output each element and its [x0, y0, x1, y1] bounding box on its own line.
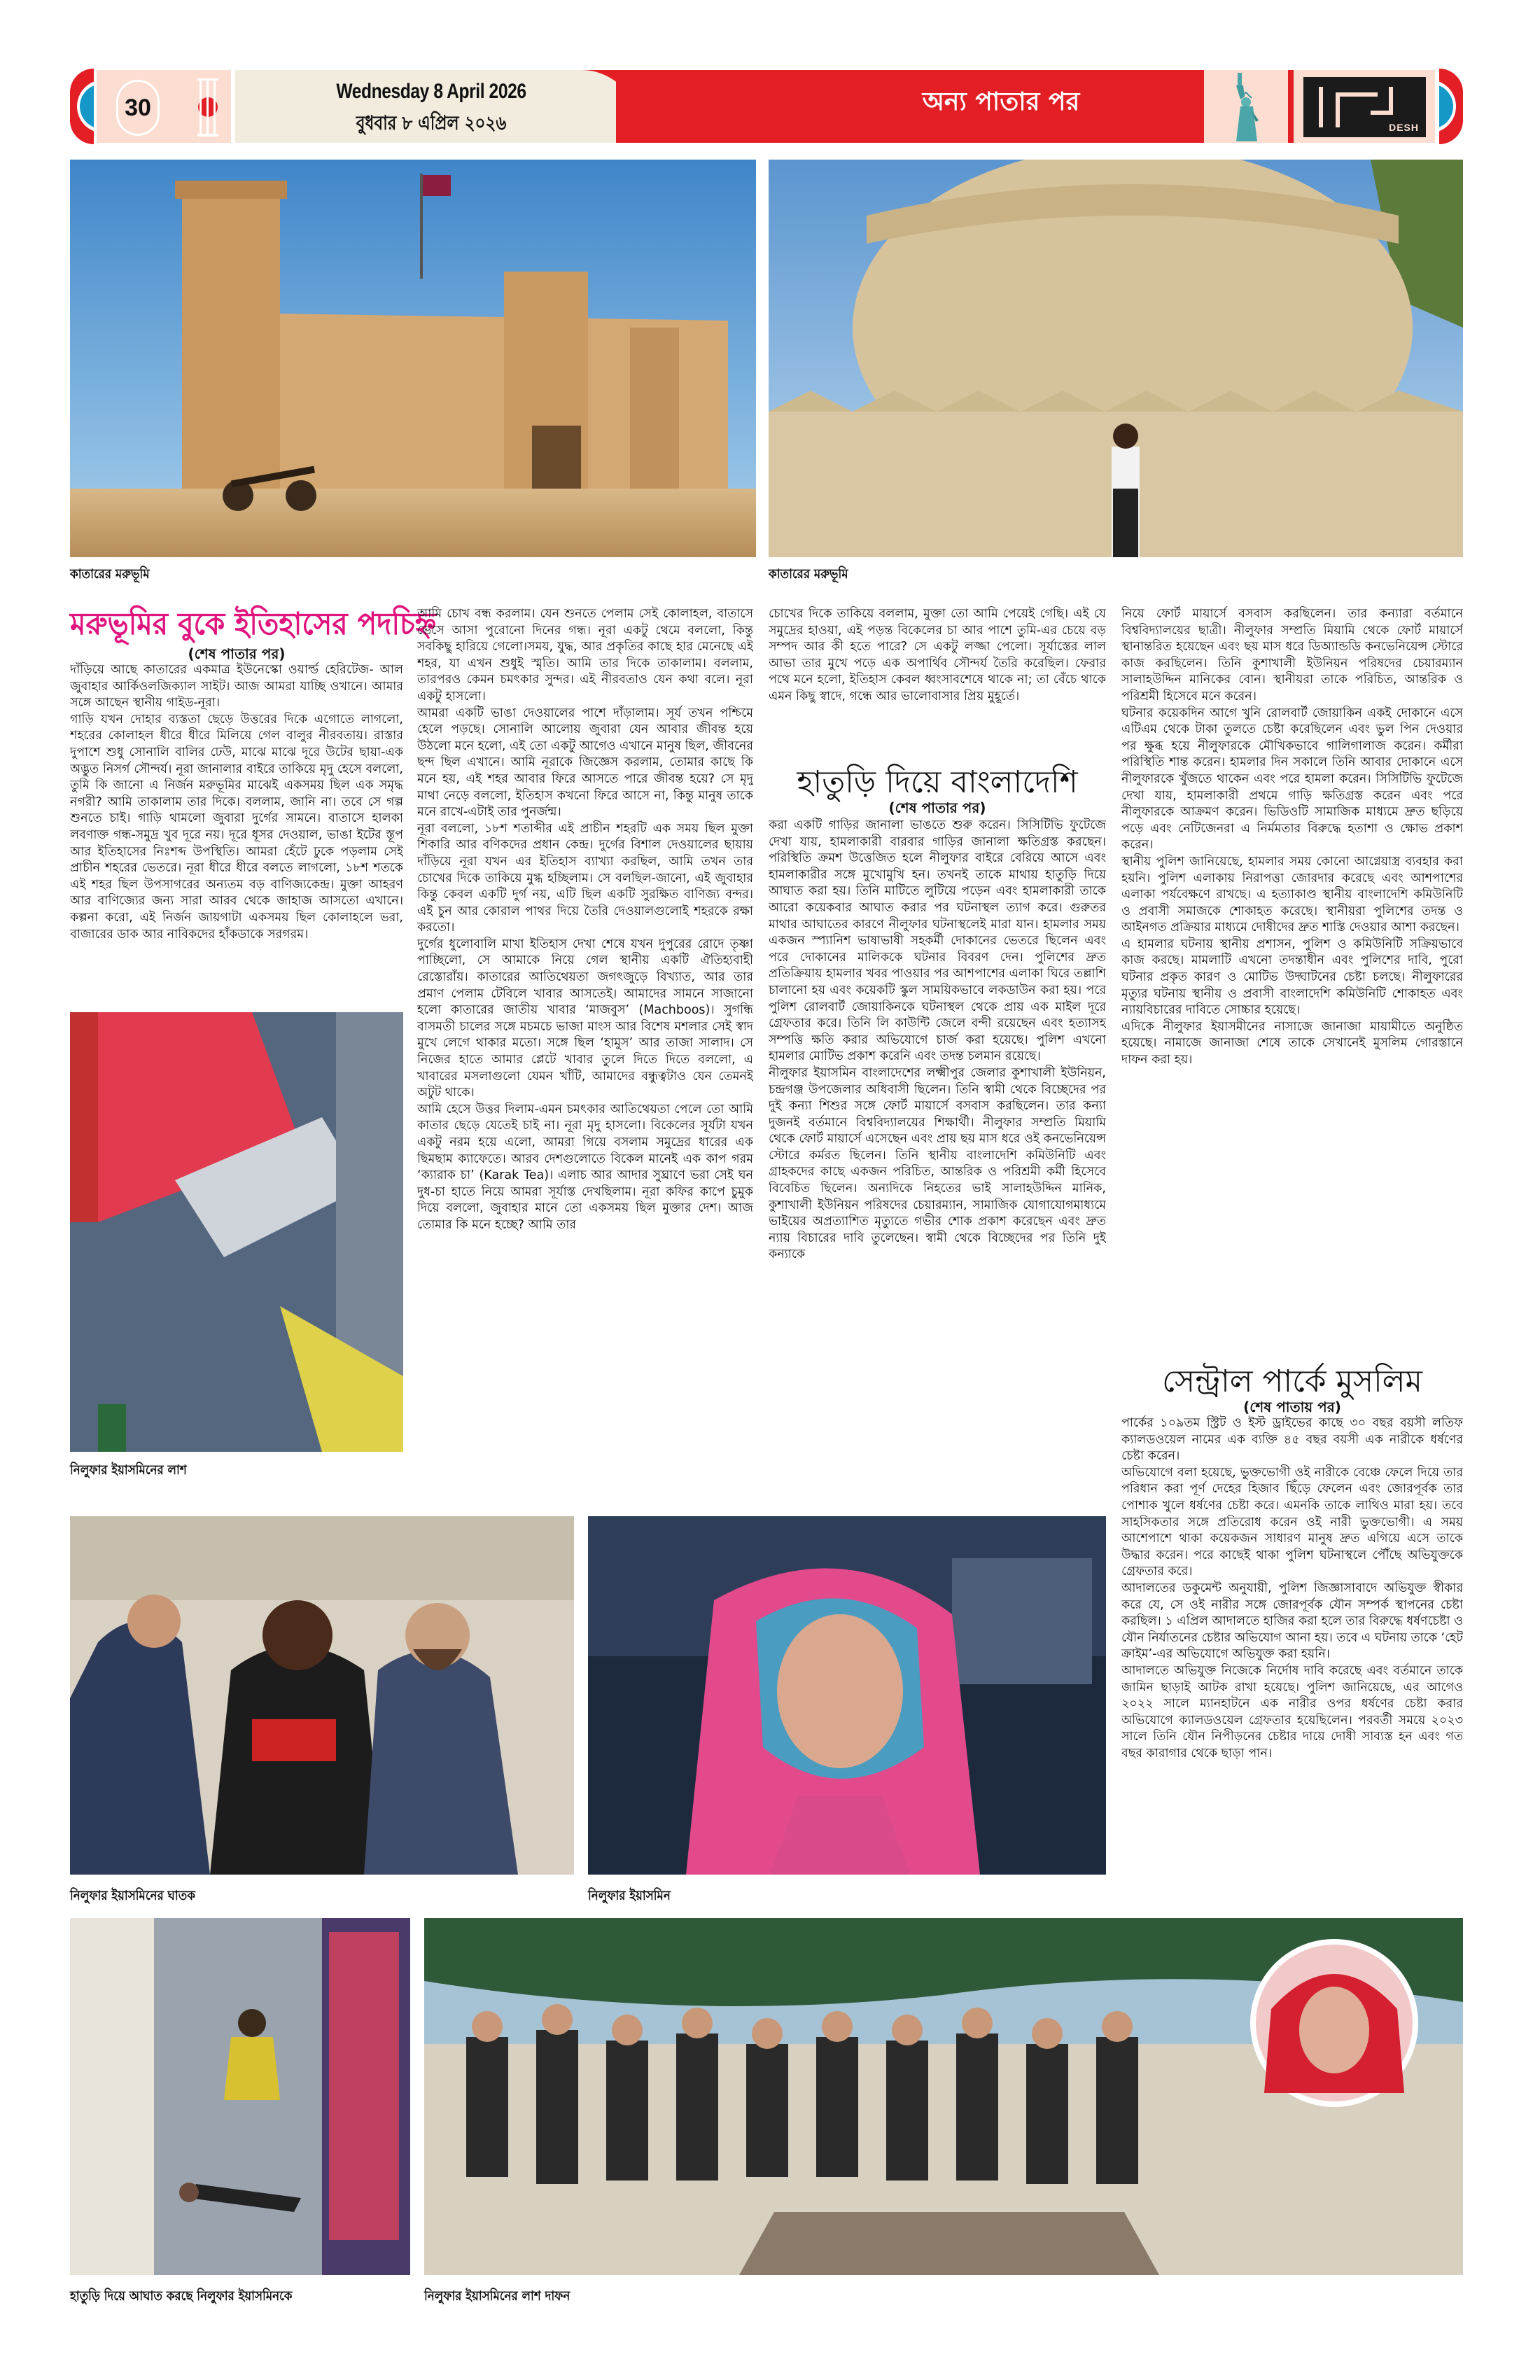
paragraph: নিয়ে ফোর্ট মায়ার্সে বসবাস করছিলেন। তার কন্যারা বর্তমানে বিশ্ববিদ্যালয়ের ছাত্রী। নীলুফার সম্প্রতি মিয়ামি থেকে ফোর্ট মায়ার্সে স্থানান্তরিত হয়েছেন এবং ছয় মাস ধরে ডিঅ্যান্ডডি কনভেনিয়েন্স স্টোরে কাজ করছিলেন। তিনি কুশাখালী ইউনিয়ন পরিষদের চেয়ারম্যান সালাহউদ্দিন মানিকের বোন। স্থানীয়রা তাকে পরিচিত, আন্তরিক ও পরিশ্রমী হিসেবে মনে করেন। [1121, 607, 1463, 704]
article2-continued: (শেষ পাতার পর) [888, 799, 986, 816]
logo-text: DESH [1389, 122, 1419, 133]
paragraph: এদিকে নীলুফার ইয়াসমীনের নাসাজে জানাজা মায়ামীতে অনুষ্ঠিত হয়েছে। নামাজে জানাজা শেষে তাকে সেখানেই মুসলিম গোরস্তানে দাফন করা হয়। [1121, 1019, 1463, 1068]
photo-caption: হাতুড়ি দিয়ে আঘাত করছে নিলুফার ইয়াসমিনকে [70, 2288, 293, 2304]
header-left-cap [70, 69, 94, 144]
paragraph: আদালতে অভিযুক্ত নিজেকে নির্দোষ দাবি করেছে এবং বর্তমানে তাকে জামিন ছাড়াই আটক রাখা হয়েছে। পুলিশ জানিয়েছে, এর আগেও ২০২২ সালে ম্যানহাটনে এক নারীর ওপর ধর্ষণের চেষ্টা করার অভিযোগে ক্যালডওয়েল গ্রেফতার হয়েছিলেন। পরবর্তী সময়ে ২০২৩ সালে তিনি যৌন নিপীড়নের চেষ্টার দায়ে দোষী সাব্যস্ত হন এবং গত বছর কারাগার থেকে ছাড়া পান। [1121, 1663, 1463, 1760]
article3-column-4 [1121, 1415, 1463, 1889]
date-english: Wednesday 8 April 2026 [336, 80, 526, 103]
photo-attack-cctv [70, 1918, 410, 2275]
article2-column-3 [769, 818, 1106, 1478]
paragraph: দাঁড়িয়ে আছে কাতারের একমাত্র ইউনেস্কো ওয়ার্ল্ড হেরিটেজ- আল জুবাহার আর্কিওলজিক্যাল সাইট। আজ আমরা যাচ্ছি ওখানে। আমার সঙ্গে আছেন স্থানীয় গাইড-নূরা। [70, 663, 403, 710]
photo-qatar-fort-right [769, 160, 1463, 557]
paragraph: এ হামলার ঘটনায় স্থানীয় প্রশাসন, পুলিশ ও কমিউনিটি সক্রিয়ভাবে কাজ করছে। মামলাটি এখনো তদন্তাধীন এবং পুলিশের দাবি, পুরো ঘটনার প্রকৃত কারণ ও মোটিভ উদ্ঘাটনের চেষ্টা চলছে। নীলুফারের মৃত্যুর ঘটনায় স্থানীয় ও প্রবাসী বাংলাদেশি কমিউনিটি শোকাহত এবং ন্যায়বিচারের দাবিতে সোচ্চার হয়েছে। [1121, 937, 1463, 1018]
header-right-cap [1439, 69, 1463, 144]
paragraph: ঘটনার কয়েকদিন আগে খুনি রোলবার্ট জোয়াকিন একই দোকানে এসে এটিএম থেকে টাকা তুলতে চেষ্টা করেছিলেন এবং ভুল পিন দেওয়ার পর ক্ষুব্ধ হয়ে নীলুফারকে মৌখিকভাবে গালিগালাজ করেন। কর্মীরা পরিস্থিতি শান্ত করেন। হামলার দিন সকালে তিনি আবার দোকানে এসে নীলুফারকে খুঁজতে থাকেন এবং পরে হামলা করেন। সিসিটিভি ফুটেজে দেখা যায়, হামলাকারী প্রথমে গাড়ি ক্ষতিগ্রস্ত করেন এবং পরে নীলুফারকে আক্রমণ করেন। ভিডিওটি সামাজিক মাধ্যমে দ্রুত ছড়িয়ে পড়ে এবং নেটিজেনরা এ নির্মমতার বিরুদ্ধে হতাশা ও ক্ষোভ প্রকাশ করেন। [1121, 706, 1463, 853]
desh-logo [1303, 77, 1426, 137]
photo-caption: কাতারের মরুভূমি [769, 566, 848, 582]
photo-portrait [588, 1516, 1106, 1875]
photo-caption: কাতারের মরুভূমি [70, 566, 150, 582]
photo-caption: নিলুফার ইয়াসমিনের ঘাতক [70, 1888, 195, 1903]
article1-column-3 [769, 606, 1106, 724]
photo-caption: নিলুফার ইয়াসমিনের লাশ [70, 1462, 187, 1478]
paragraph: আমি হেসে উত্তর দিলাম-এমন চমৎকার আতিথেয়তা পেলে তো আমি কাতার ছেড়ে যেতেই চাই না। নূরা মৃদু হাসলো। বিকেলের সূর্যটা যখন একটু নরম হয়ে এলো, আমরা গিয়ে বসলাম সমুদ্রের ধারের এক ছিমছাম ক্যাফেতে। আরব দেশগুলোতে বিকেল মানেই এক কাপ গরম ‘ক্যারাক চা’ (Karak Tea)। এলাচ আর আদার সুঘ্রাণে ভরা সেই ঘন দুধ-চা হাতে নিয়ে আমরা সূর্যাস্ত দেখছিলাম। নূরা কফির কাপে চুমুক দিয়ে বললো, জুবাহার মানে তো একসময় ছিল মুক্তার দেশ। আজ তোমার কি মনে হচ্ছে? আমি তার [417, 1102, 753, 1232]
bangladesh-flag-pole-icon [197, 76, 218, 139]
photo-burial [424, 1918, 1463, 2275]
photo-caption: নিলুফার ইয়াসমিন [588, 1888, 671, 1903]
paragraph: স্থানীয় পুলিশ জানিয়েছে, হামলার সময় কোনো আগ্নেয়াস্ত্র ব্যবহার করা হয়নি। পুলিশ এলাকায় নিরাপত্তা জোরদার করেছে এবং আশপাশের এলাকা পর্যবেক্ষণে রাখছে। এ হত্যাকাণ্ড স্থানীয় বাংলাদেশি কমিউনিটি ও প্রবাসী সমাজকে শোকাহত করেছে। স্থানীয়রা পুলিশের তদন্ত ও আইনগত প্রক্রিয়ার মাধ্যমে দোষীদের দ্রুত শাস্তি দেওয়ার আশা করছেন। [1121, 854, 1463, 935]
paragraph: আমরা একটি ভাঙা দেওয়ালের পাশে দাঁড়ালাম। সূর্য তখন পশ্চিমে হেলে পড়ছে। সোনালি আলোয় জুবারা যেন আবার জীবন্ত হয়ে উঠলো মনে হলো, এই তো একটু আগেও এখানে মানুষ ছিল, জীবনের ছন্দ ছিল এখানে। আমি নূরাকে জিজ্ঞেস করলাম, তোমার কাছে কি মনে হয়, এই শহর আবার ফিরে আসতে পারে জীবন্ত হয়ে? সে মৃদু মাথা নেড়ে বললো, ইতিহাস কখনো ফিরে আসে না, কিন্তু মানুষ তাকে মনে রাখে-এটাই তার পুনর্জন্ম। [417, 706, 753, 820]
article2-column-4 [1121, 606, 1463, 1351]
paragraph: করা একটি গাড়ির জানালা ভাঙতে শুরু করেন। সিসিটিভি ফুটেজে দেখা যায়, হামলাকারী বারবার গাড়ির জানালা ক্ষতিগ্রস্ত করছেন। পরিস্থিতি ক্রমশ উত্তেজিত হলে নীলুফার বাইরে বেরিয়ে আসে এবং হামলাকারীর সঙ্গে মুখোমুখি হন। তখনই তাকে মাথায় হাতুড়ি দিয়ে আঘাত করা হয়। তিনি মাটিতে লুটিয়ে পড়েন এবং হামলাকারী তাকে আরো কয়েকবার আঘাত করার পর ঘটনাস্থল ত্যাগ করে। গুরুতর মাথার আঘাতের কারণে নীলুফার ঘটনাস্থলেই মারা যান। হামলার সময় একজন স্প্যানিশ ভাষাভাষী সহকর্মী দোকানের ভেতরে ছিলেন এবং পরে দোকানের মালিককে ঘটনার বিবরণ দেন। পুলিশের দ্রুত প্রতিক্রিয়ায় হামলার খবর পাওয়ার পর আশপাশের এলাকা ঘিরে তল্লাশি চালানো হয় এবং কয়েকটি স্কুল সাময়িকভাবে লকডাউন করা হয়। পরে পুলিশ রোলবার্ট জোয়াকিনকে ঘটনাস্থল থেকে প্রায় এক মাইল দূরে গ্রেফতার করে। তিনি লি কাউন্টি জেলে বন্দী রয়েছেন এবং হত্যাসহ সম্পত্তি ক্ষতি করার অভিযোগে চার্জ করা হয়েছে। পুলিশ এখনো হামলার মোটিভ প্রকাশ করেনি এবং তদন্ত চলমান রয়েছে। [769, 818, 1106, 1064]
section-band-curve [518, 70, 700, 143]
photo-qatar-fort-left [70, 160, 756, 557]
section-title: অন্য পাতার পর [922, 88, 1080, 116]
paragraph: আমি চোখ বন্ধ করলাম। যেন শুনতে পেলাম সেই কোলাহল, বাতাসে ভেসে আসা পুরোনো দিনের গন্ধ। নূরা একটু থেমে বললো, কিন্তু সবকিছু হারিয়ে গেলো।সময়, যুদ্ধ, আর প্রকৃতির কাছে হার মেনেছে এই শহর, যা এখন শুধুই স্মৃতি। আমি তার দিকে তাকালাম। বললাম, তারপরও কেমন চমৎকার সুন্দর। এই নীরবতাও যেন কথা বলে। নূরা একটু হাসলো। [417, 607, 753, 704]
photo-caption: নিলুফার ইয়াসমিনের লাশ দাফন [424, 2288, 570, 2304]
article1-continued: (শেষ পাতার পর) [188, 645, 286, 662]
article1-column-2 [417, 606, 753, 1464]
paragraph: অভিযোগে বলা হয়েছে, ভুক্তভোগী ওই নারীকে বেঞ্চে ফেলে দিয়ে তার পরিধান করা পূর্ণ দেহের হিজাব ছিঁড়ে ফেলেন এবং জোরপূর্বক তার পোশাক খুলে ধর্ষণের চেষ্টা করে। এমনকি তাকে লাথিও মারা হয়। তবে সাহসিকতার সঙ্গে প্রতিরোধ করেন ওই নারী ভুক্তভোগী। এ সময় আশেপাশে থাকা কয়েকজন সাধারণ মানুষ দ্রুত এগিয়ে এসে তাকে উদ্ধার করেন। পরে কাছেই থাকা পুলিশ ঘটনাস্থলে পৌঁছে অভিযুক্তকে গ্রেফতার করে। [1121, 1465, 1463, 1579]
paragraph: চোখের দিকে তাকিয়ে বললাম, মুক্তা তো আমি পেয়েই গেছি। এই যে সমুদ্রের হাওয়া, এই পড়ন্ত বিকেলের চা আর পাশে তুমি-এর চেয়ে বড় সম্পদ আর কী হতে পারে? সে একটু লজ্জা পেলো। সূর্যাস্তের লাল আভা তার মুখে পড়ে এক অপার্থিব সৌন্দর্য তৈরি করেছিল। ফেরার পথে মনে হলো, ইতিহাস কেবল ধ্বংসাবশেষে থাকে না; তা বেঁচে থাকে এমন কিছু স্বাদে, গন্ধে আর ভালোবাসার প্রিয় মুহূর্তে। [769, 607, 1106, 704]
date-bangla: বুধবার ৮ এপ্রিল ২০২৬ [356, 111, 507, 134]
article1-column-1 [70, 662, 403, 1005]
article2-headline: হাতুড়ি দিয়ে বাংলাদেশি [797, 764, 1078, 800]
photo-arrest [70, 1516, 574, 1875]
page-number: 30 [116, 80, 160, 136]
article3-headline: সেন্ট্রাল পার্কে মুসলিম [1162, 1364, 1422, 1399]
statue-of-liberty-icon [1225, 71, 1267, 141]
paragraph: দুর্গের ধুলোবালি মাখা ইতিহাস দেখা শেষে যখন দুপুরের রোদে তৃষ্ণা পাচ্ছিলো, সে আমাকে নিয়ে গেল স্থানীয় একটি ঐতিহ্যবাহী রেস্তোরাঁয়। কাতারের আতিথেয়তা জগৎজুড়ে বিখ্যাত, আর তার প্রমাণ পেলাম টেবিলে খাবার আসতেই। আমাদের সামনে সাজানো হলো কাতারের জাতীয় খাবার ‘মাজবুস’ (Machboos)। সুগন্ধি বাসমতী চালের সঙ্গে মচমচে ভাজা মাংস আর বিশেষ মশলার সেই স্বাদ মুখে লেগে থাকার মতো। সঙ্গে ছিল ‘হামুস’ আর তাজা সালাদ। সে নিজের হাতে আমার প্লেটে খাবার তুলে দিতে দিতে বললো, এ খাবারের মসলাগুলো যেমন খাঁটি, আমাদের বন্ধুত্বটাও যেন তেমনই অটুট থাকে। [417, 937, 753, 1100]
paragraph: গাড়ি যখন দোহার ব্যস্ততা ছেড়ে উত্তরের দিকে এগোতে লাগলো, শহরের কোলাহল ধীরে ধীরে মিলিয়ে গেল বালুর নীরবতায়। রাস্তার দুপাশে শুধু সোনালি বালির ঢেউ, মাঝে মাঝে দূরে উটের ছায়া-এক অদ্ভুত নিসর্গ সৌন্দর্য। নূরা জানালার বাইরে তাকিয়ে মৃদু হেসে বললো, তুমি কি জানো এ নির্জন মরুভূমির মাঝেই একসময় ছিল এক সমৃদ্ধ নগরী? আমি তাকালাম তার দিকে। বললাম, জানি না। তবে সে গল্প শুনতে চাই। গাড়ি থামলো জুবারা দুর্গের সামনে। বাতাসে হালকা লবণাক্ত গন্ধ-সমুদ্র খুব দূরে নয়। দূরে ধূসর দেওয়াল, ভাঙা ইটের স্তূপ আর ইতিহাসের নিঃশব্দ উপস্থিতি। আমরা হেঁটে ঢুকে পড়লাম সেই প্রাচীন শহরের ভেতরে। নূরা ধীরে ধীরে বলতে লাগলো, ১৮শ শতকে এই শহর ছিল উপসাগরের অন্যতম বড় বাণিজ্যকেন্দ্র। মুক্তা আহরণ আর বাণিজ্যের জন্য সারা আরব থেকে জাহাজ আসতো এখানে। কল্পনা করো, এই নির্জন জায়গাটা একসময় ছিল কোলাহলে ভরা, বাজারের ডাক আর নাবিকদের হাঁকডাকে সরগরম। [70, 712, 403, 941]
paragraph: নীলুফার ইয়াসমিন বাংলাদেশের লক্ষ্মীপুর জেলার কুশাখালী ইউনিয়ন, চন্দ্রগঞ্জ উপজেলার অধিবাসী ছিলেন। তিনি স্বামী থেকে বিচ্ছেদের পর দুই কন্যা শিশুর সঙ্গে ফোর্ট মায়ার্সে বসবাস করছিলেন। তার কন্যা দুজনই বর্তমানে বিশ্ববিদ্যালয়ের শিক্ষার্থী। নীলুফার সম্প্রতি মিয়ামি থেকে ফোর্ট মায়ার্সে এসেছেন এবং প্রায় ছয় মাস ধরে ওই কনভেনিয়েন্স স্টোরে কর্মরত ছিলেন। তিনি স্থানীয় বাংলাদেশি কমিউনিটি এবং গ্রাহকদের কাছে একজন পরিচিত, আন্তরিক ও পরিশ্রমী কর্মী হিসেবে বিবেচিত ছিলেন। অন্যদিকে নিহতের ভাই সালাহউদ্দিন মানিক, কুশাখালী ইউনিয়ন পরিষদের চেয়ারম্যান, সামাজিক যোগাযোগমাধ্যমে ভাইয়ের অপ্রত্যাশিত মৃত্যুতে গভীর শোক প্রকাশ করেছেন এবং দ্রুত ন্যায় বিচারের দাবি তুলেছেন। স্বামী থেকে বিচ্ছেদের পর তিনি দুই কন্যাকে [769, 1065, 1106, 1262]
paragraph: আদালতের ডকুমেন্ট অনুযায়ী, পুলিশ জিজ্ঞাসাবাদে অভিযুক্ত স্বীকার করে যে, সে ওই নারীর সঙ্গে জোরপূর্বক যৌন সম্পর্ক স্থাপনের চেষ্টা করছিল। ১ এপ্রিল আদালতে হাজির করা হলে তার বিরুদ্ধে ধর্ষণচেষ্টা ও যৌন নির্যাতনের চেষ্টার অভিযোগ আনা হয়। তবে এ ঘটনায় তাকে ‘হেট ক্রাইম’-এর অভিযোগে অভিযুক্ত করা হয়নি। [1121, 1581, 1463, 1662]
article1-headline: মরুভূমির বুকে ইতিহাসের পদচিহ্ন [70, 606, 436, 642]
paragraph: পার্কের ১০৯তম স্ট্রিট ও ইস্ট ড্রাইভের কাছে ৩০ বছর বয়সী লতিফ ক্যালডওয়েল নামের এক ব্যক্তি ৪৫ বছর বয়সী এক নারীকে ধর্ষণের চেষ্টা করেন। [1121, 1416, 1463, 1464]
article3-continued: (শেষ পাতায় পর) [1243, 1399, 1341, 1415]
photo-body-scene [70, 1012, 403, 1452]
paragraph: নূরা বললো, ১৮শ শতাব্দীর এই প্রাচীন শহরটি এক সময় ছিল মুক্তা শিকারি আর বণিকদের প্রধান কেন্দ্র। দুর্গের বিশাল দেওয়ালের ছায়ায় দাঁড়িয়ে নূরা যখন এর ইতিহাস ব্যাখ্যা করছিল, আমি তখন তার চোখের দিকে তাকিয়ে মুগ্ধ হচ্ছিলাম। সে বলছিল-জানো, এই জুবাহার কিন্তু কেবল একটি দুর্গ নয়, এটি ছিল একটি সুরক্ষিত বাণিজ্য বন্দর। এই চুন আর কোরাল পাথর দিয়ে তৈরি দেওয়ালগুলোই শহরকে রক্ষা করতো। [417, 821, 753, 935]
